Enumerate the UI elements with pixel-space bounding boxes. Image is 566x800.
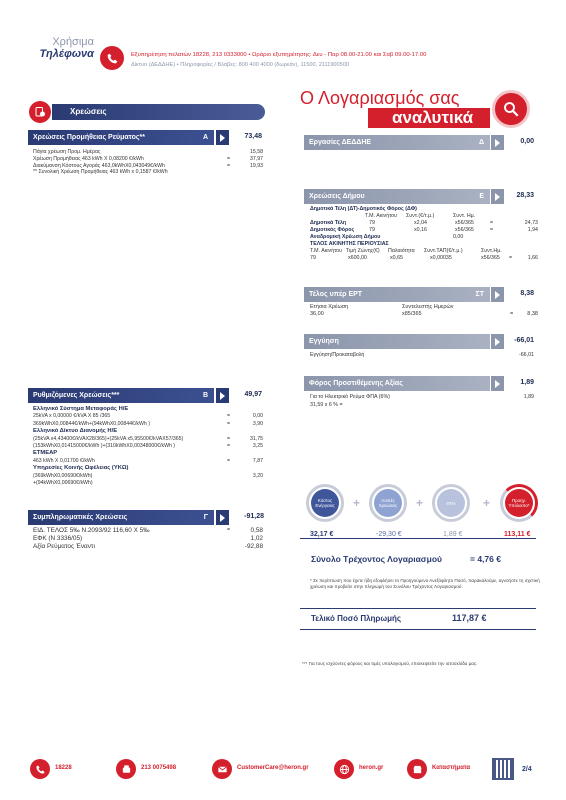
detail-row-value: 31,75 xyxy=(250,435,263,442)
detail-row-value: 19,93 xyxy=(250,162,263,169)
footer-phone2[interactable]: 213 0075498 xyxy=(141,765,177,771)
summary-note: * Σε περίπτωση που έχετε ήδη εξοφλήσει το Προηγούμενο Ανεξόφλητο Ποσό, παρακαλούμε, αγνοήστε τη σχετική χρέωση και προβείτε στην πληρωμή του Συνόλου Τρέχοντος Λογαριασμού. xyxy=(310,578,540,589)
vat-val: 1,89 xyxy=(523,394,534,400)
municipal-h2a: Τ.Μ. Ακινήτου xyxy=(310,248,343,254)
detail-row xyxy=(33,436,263,443)
municipal-r4-a: 79 xyxy=(310,255,316,261)
supply-bar xyxy=(28,130,214,145)
charges-header-label: Χρεώσεις xyxy=(70,107,107,116)
detail-row-text: Αξία Ρεύματος Έναντι xyxy=(33,543,95,550)
municipal-letter: Ε xyxy=(479,193,484,200)
detail-row xyxy=(33,169,263,176)
municipal-hdr3: Συντ. Ημ. xyxy=(453,213,476,219)
ert-bar xyxy=(304,287,490,302)
ert-details xyxy=(310,304,538,320)
store-icon xyxy=(407,759,427,779)
detail-row-eq: = xyxy=(227,435,231,442)
ert-v2: x85/365 xyxy=(402,311,422,317)
detail-row-eq: = xyxy=(227,162,231,169)
supply-amount: 73,48 xyxy=(244,133,262,140)
page-title-line1: Ο Λογαριασμός σας xyxy=(300,88,460,108)
detail-row-value: 3,20 xyxy=(252,472,263,479)
energy-cost-label: Κόστος Ενέργειας xyxy=(311,489,339,517)
detail-row-value: 3,90 xyxy=(252,420,263,427)
municipal-r1-eq: = xyxy=(490,220,494,226)
detail-row xyxy=(33,535,263,543)
guarantee-label: Εγγύηση xyxy=(309,338,339,345)
footer-email[interactable]: CustomerCare@heron.gr xyxy=(237,765,309,771)
misc-rows xyxy=(33,527,263,551)
ert-eq: = xyxy=(510,311,514,317)
supply-rows xyxy=(33,149,263,176)
page-title-line2: αναλυτικά xyxy=(392,108,474,127)
other-charges-value: -29,30 € xyxy=(376,531,402,538)
detail-row-text: 463 kWh X 0,01700 €/kWh xyxy=(33,457,95,464)
municipal-r1-v: 24,73 xyxy=(524,220,538,226)
municipal-r2-v: 1,94 xyxy=(527,227,538,233)
municipal-details xyxy=(310,206,538,270)
ert-v: 8,38 xyxy=(527,311,538,317)
detail-row xyxy=(33,527,263,535)
regulated-label: Ρυθμιζόμενες Χρεώσεις*** xyxy=(33,392,120,399)
other-charges-label: Λοιπές Χρεώσεις xyxy=(374,489,402,517)
detail-row-text: (25kVA x4,43400€/kVAX28/365)+(25kVA x5,95500€/kVAX57/365) xyxy=(33,435,184,442)
detail-row xyxy=(33,443,263,450)
detail-row-value: 0,58 xyxy=(250,527,263,534)
detail-row xyxy=(33,480,263,487)
vat-circle-label: ΦΠΑ xyxy=(437,489,465,517)
municipal-r2-c: x56/365 xyxy=(455,227,474,233)
supply-label: Χρεώσεις Προμήθειας Ρεύματος** xyxy=(33,134,145,141)
detail-row-eq: = xyxy=(227,420,231,427)
municipal-hdr1: Τ.Μ. Ακινήτου xyxy=(365,213,398,219)
misc-letter: Γ xyxy=(203,514,208,521)
ert-h2: Συντελεστής Ημερών xyxy=(402,304,454,310)
phone-icon xyxy=(30,759,50,779)
prev-balance-value: 113,11 € xyxy=(504,531,531,538)
regulated-amount: 49,97 xyxy=(244,391,262,398)
guarantee-val: -66,01 xyxy=(518,352,534,358)
municipal-h2c: Παλαιότητα xyxy=(388,248,415,254)
detail-row-text: ΕΙΔ. ΤΕΛΟΣ 5‰ Ν.2093/92 116,60 X 5‰ xyxy=(33,527,150,534)
deddie-line: Δίκτυο (ΔΕΔΔΗΕ) • Πληροφορίες / Βλάβες: 800 400 4000 (δωρεάν), 11500, 2111900500 xyxy=(131,62,349,68)
detail-row-text: (369kWhX0,00690€/kWh) xyxy=(33,472,93,479)
detail-row-text: ΕΤΜΕΑΡ xyxy=(33,450,58,457)
vat-row2: 31,59 x 6 % = xyxy=(310,402,343,408)
municipal-r1-c: x56/365 xyxy=(455,220,474,226)
detail-row xyxy=(33,156,263,163)
service-line: Εξυπηρέτηση πελατών 18228, 213 0333000 • Ωράριο εξυπηρέτησης: Δευ - Παρ 08.00-21.00 και Σαβ 09.00-17.00 xyxy=(131,52,427,58)
supply-letter: Α xyxy=(202,134,208,141)
useful-line2: Τηλέφωνα xyxy=(39,48,94,60)
detail-row-value: 0,00 xyxy=(252,413,263,420)
municipal-r4-b: x600,00 xyxy=(348,255,367,261)
magnifier-icon xyxy=(492,90,530,128)
municipal-bar xyxy=(304,189,490,204)
prev-balance-label: Προηγ. Υπόλοιπο* xyxy=(505,489,533,517)
municipal-r2-name: Δημοτικός Φόρος xyxy=(310,227,355,233)
detail-row xyxy=(33,543,263,551)
municipal-r2-eq: = xyxy=(490,227,494,233)
vat-circle xyxy=(432,484,470,522)
guarantee-amount: -66,01 xyxy=(514,337,534,344)
misc-bar xyxy=(28,510,214,525)
detail-row-eq: = xyxy=(227,155,231,162)
municipal-r1-name: Δημοτικά Τέλη xyxy=(310,220,347,226)
detail-row xyxy=(33,413,263,420)
current-total-label: Σύνολο Τρέχοντος Λογαριασμού xyxy=(311,554,442,564)
useful-phones-title xyxy=(14,36,94,60)
detail-row-value: 1,02 xyxy=(250,535,263,542)
detail-row-text: +(94kWhX0,00690€/kWh) xyxy=(33,479,93,486)
vat-label: Φόρος Προστιθέμενης Αξίας xyxy=(309,380,403,387)
detail-row-value: 37,97 xyxy=(250,155,263,162)
detail-row xyxy=(33,465,263,472)
page-number: 2/4 xyxy=(522,766,532,773)
vat-amount: 1,89 xyxy=(520,379,534,386)
municipal-r3-v: 0,00 xyxy=(453,234,464,240)
footer-stores[interactable]: Καταστήματα xyxy=(432,765,471,771)
municipal-r3-name: Αναδρομική Χρέωση Δήμου xyxy=(310,234,381,240)
municipal-amount: 28,33 xyxy=(516,192,534,199)
detail-row-value: 3,25 xyxy=(252,442,263,449)
detail-row-value: -92,88 xyxy=(244,543,263,550)
detail-row-value: 15,58 xyxy=(250,149,263,155)
detail-row-text: Πάγια χρέωση Προμ. Ημέρας xyxy=(33,149,101,155)
guarantee-bar xyxy=(304,334,490,349)
municipal-h2b: Τιμή Ζώνης(€) xyxy=(346,248,380,254)
energy-cost-value: 32,17 € xyxy=(310,531,334,538)
municipal-sub1: Δημοτικά Τέλη (ΔΤ)-Δημοτικός Φόρος (ΔΦ) xyxy=(310,206,417,212)
municipal-r2-b: x0,16 xyxy=(414,227,427,233)
municipal-sub2: ΤΕΛΟΣ ΑΚΙΝΗΤΗΣ ΠΕΡΙΟΥΣΙΑΣ xyxy=(310,241,389,247)
detail-row-text: ** Συνολική Χρέωση Προμήθειας 463 kWh x 0,1587 €/kWh xyxy=(33,169,168,176)
municipal-h2d: Συντ.ΤΑΠ(€/τ.μ.) xyxy=(424,248,463,254)
ert-label: Τέλος υπέρ ΕΡΤ xyxy=(309,291,363,298)
deddie-label: Εργασίες ΔΕΔΔΗΕ xyxy=(309,139,372,146)
detail-row-text: (153kWhX0,01415000€/kWh )+(310kWhX0,00348000€/kWh ) xyxy=(33,442,176,449)
qr-code-icon xyxy=(492,758,514,780)
ert-amount: 8,38 xyxy=(520,290,534,297)
current-total-value: = 4,76 € xyxy=(470,554,501,564)
detail-row-eq: = xyxy=(227,413,231,420)
guarantee-row: Εγγύηση/Προκαταβολή xyxy=(310,352,365,358)
municipal-hdr2: Συντ.(€/τ.μ.) xyxy=(406,213,435,219)
municipal-r4-e: x56/365 xyxy=(481,255,500,261)
ert-letter: ΣΤ xyxy=(475,291,484,298)
deddie-bar xyxy=(304,135,490,150)
detail-row xyxy=(33,406,263,413)
municipal-label: Χρεώσεις Δήμου xyxy=(309,193,365,200)
detail-row xyxy=(33,450,263,457)
municipal-r2-a: 79 xyxy=(369,227,375,233)
municipal-r4-c: x0,65 xyxy=(390,255,403,261)
municipal-r4-v: 1,66 xyxy=(527,255,538,261)
useful-line1: Χρήσιμα xyxy=(52,36,94,48)
municipal-r1-a: 79 xyxy=(369,220,375,226)
municipal-r4-eq: = xyxy=(509,255,513,261)
deddie-amount: 0,00 xyxy=(520,138,534,145)
deddie-letter: Δ xyxy=(478,139,484,146)
plus-icon-3: + xyxy=(483,496,491,510)
ert-v1: 36,00 xyxy=(310,311,324,317)
misc-amount: -91,28 xyxy=(244,513,264,520)
detail-row-text: ΕΦΚ (Ν 3336/05) xyxy=(33,535,83,542)
detail-row-text: 25kVA x 0,00000 €/kVA X 85 /365 xyxy=(33,413,111,420)
ert-h1: Ετήσια Χρέωση xyxy=(310,304,349,310)
fax-icon xyxy=(116,759,136,779)
detail-row-value: 7,87 xyxy=(252,457,263,464)
detail-row-text: Χρέωση Προμήθειας 463 kWh X 0,08200 €/kWh xyxy=(33,155,144,162)
other-charges-circle xyxy=(369,484,407,522)
globe-icon xyxy=(334,759,354,779)
footer-web[interactable]: heron.gr xyxy=(359,765,384,771)
vat-bar xyxy=(304,376,490,391)
municipal-r4-d: x0,00035 xyxy=(430,255,452,261)
detail-row xyxy=(33,428,263,435)
regulated-letter: Β xyxy=(202,392,208,399)
regulated-rows xyxy=(33,406,263,487)
energy-cost-circle xyxy=(306,484,344,522)
email-icon xyxy=(212,759,232,779)
final-amount-label: Τελικό Ποσό Πληρωμής xyxy=(311,614,402,623)
detail-row xyxy=(33,421,263,428)
phone-header-icon xyxy=(100,46,124,70)
final-amount-value: 117,87 € xyxy=(452,613,487,623)
plus-icon-1: + xyxy=(353,496,361,510)
plus-icon-2: + xyxy=(416,496,424,510)
vat-value: 1,89 € xyxy=(443,531,463,538)
summary-values-line xyxy=(300,538,536,539)
detail-row xyxy=(33,473,263,480)
detail-row-text: Ελληνικό Σύστημα Μεταφοράς Η/Ε xyxy=(33,406,129,412)
footer-phone1[interactable]: 18228 xyxy=(55,765,72,771)
detail-row xyxy=(33,149,263,156)
prev-balance-circle xyxy=(500,484,538,522)
municipal-h2e: Συντ.Ημ. xyxy=(481,248,502,254)
misc-label: Συμπληρωματικές Χρεώσεις xyxy=(33,514,128,521)
vat-row: Για το Ηλεκτρικό Ρεύμα ΦΠΑ (6%) xyxy=(310,394,390,400)
detail-row-text: Υπηρεσίες Κοινής Ωφέλειας (ΥΚΩ) xyxy=(33,465,129,472)
detail-row-text: 369kWhX0,00844€/kWh+(94kWhX0,00844€/kWh ) xyxy=(33,420,150,427)
detail-row-text: Διακύμανση Κόστους Αγοράς 463,0kWhX0,043049€/kWh xyxy=(33,162,165,169)
detail-row-eq: = xyxy=(227,527,231,533)
detail-row-eq: = xyxy=(227,457,231,464)
detail-row-eq: = xyxy=(227,442,231,449)
footnote: *** Για τους ισχύοντες φόρους και τιμές υπολογισμού, επισκεφτείτε την ιστοσελίδα μας. xyxy=(302,661,478,666)
regulated-bar xyxy=(28,388,214,403)
charges-icon xyxy=(29,101,51,123)
detail-row xyxy=(33,458,263,465)
municipal-r1-b: x2,04 xyxy=(414,220,427,226)
detail-row-text: Ελληνικό Δίκτυο Διανομής Η/Ε xyxy=(33,428,118,435)
